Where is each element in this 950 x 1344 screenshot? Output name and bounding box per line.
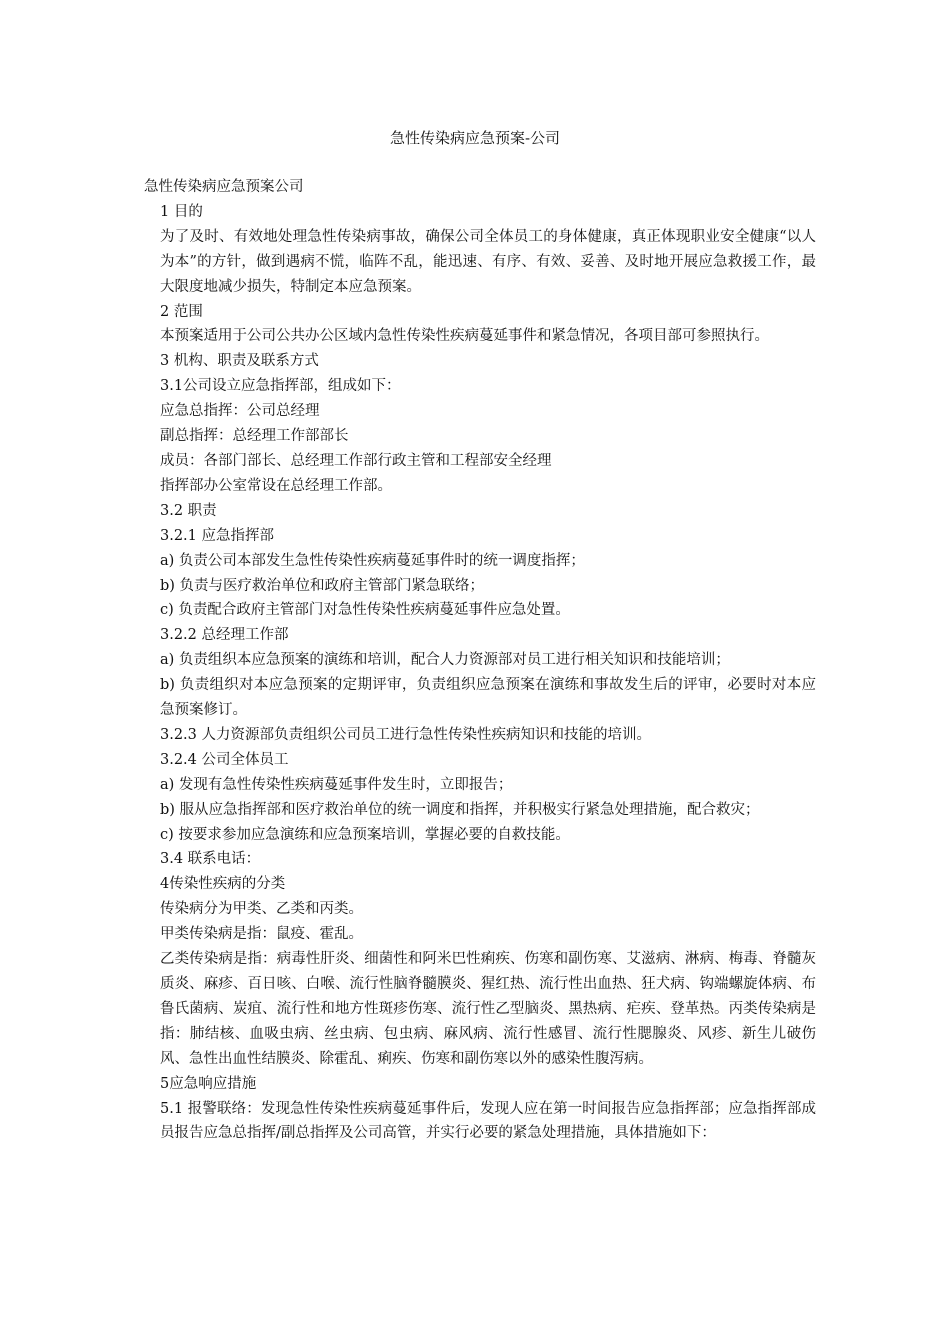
section-4-p2: 甲类传染病是指：鼠疫、霍乱。 [160, 926, 363, 943]
section-4-p1: 传染病分为甲类、乙类和丙类。 [160, 901, 363, 918]
chief-commander: 应急总指挥：公司总经理 [160, 403, 320, 420]
section-3-1: 3.1公司设立应急指挥部，组成如下： [160, 378, 401, 395]
document-heading: 急性传染病应急预案公司 [144, 179, 304, 195]
section-2-paragraph: 本预案适用于公司公共办公区域内急性传染性疾病蔓延事件和紧急情况，各项目部可参照执行。 [160, 328, 769, 345]
section-5-heading: 5应急响应措施 [160, 1075, 257, 1092]
deputy-commander: 副总指挥：总经理工作部部长 [160, 428, 349, 445]
section-3-2-1-b: b) 负责与医疗救治单位和政府主管部门紧急联络； [160, 577, 485, 594]
section-3-2-4: 3.2.4 公司全体员工 [160, 751, 289, 768]
section-3-2-2-a: a) 负责组织本应急预案的演练和培训，配合人力资源部对员工进行相关知识和技能培训； [160, 652, 730, 669]
section-4-p3: 乙类传染病是指：病毒性肝炎、细菌性和阿米巴性痢疾、伤寒和副伤寒、艾滋病、淋病、梅毒、脊髓灰质炎、麻疹、百日咳、白喉、流行性脑脊髓膜炎、猩红热、流行性出血热、狂犬病、钩端螺旋体病、布鲁氏菌病、炭疽、流行性和地方性斑疹伤寒、流行性乙型脑炎、黑热病、疟疾、登革热。丙类传染病是指：肺结核、血吸虫病、丝虫病、包虫病、麻风病、流行性感冒、流行性腮腺炎、风疹、新生儿破伤风、急性出血性结膜炎、除霍乱、痢疾、伤寒和副伤寒以外的感染性腹泻病。 [160, 951, 816, 1067]
office-location: 指挥部办公室常设在总经理工作部。 [160, 477, 392, 494]
section-1-paragraph: 为了及时、有效地处理急性传染病事故，确保公司全体员工的身体健康，真正体现职业安全健康“以人为本”的方针，做到遇病不慌，临阵不乱，能迅速、有序、有效、妥善、及时地开展应急救援工作，最大限度地减少损失，特制定本应急预案。 [160, 228, 816, 295]
section-3-2-2-b: b) 负责组织对本应急预案的定期评审，负责组织应急预案在演练和事故发生后的评审，必要时对本应急预案修订。 [160, 677, 816, 719]
section-3-2-3: 3.2.3 人力资源部负责组织公司员工进行急性传染性疾病知识和技能的培训。 [160, 726, 652, 743]
section-3-4: 3.4 联系电话： [160, 851, 261, 868]
section-3-2-4-a: a) 发现有急性传染性疾病蔓延事件发生时，立即报告； [160, 776, 513, 793]
section-3-2-4-c: c) 按要求参加应急演练和应急预案培训，掌握必要的自救技能。 [160, 826, 570, 843]
section-1-heading: 1 目的 [160, 203, 203, 220]
section-3-2-1-c: c) 负责配合政府主管部门对急性传染性疾病蔓延事件应急处置。 [160, 602, 570, 619]
section-3-2-1-a: a) 负责公司本部发生急性传染性疾病蔓延事件时的统一调度指挥； [160, 552, 585, 569]
section-3-2-1: 3.2.1 应急指挥部 [160, 527, 275, 544]
section-3-heading: 3 机构、职责及联系方式 [160, 353, 319, 370]
section-3-2-4-b: b) 服从应急指挥部和医疗救治单位的统一调度和指挥，并积极实行紧急处理措施，配合救灾； [160, 801, 760, 818]
section-4-heading: 4传染性疾病的分类 [160, 876, 286, 893]
section-3-2: 3.2 职责 [160, 502, 217, 519]
document-title: 急性传染病应急预案-公司 [389, 129, 561, 147]
section-2-heading: 2 范围 [160, 303, 203, 320]
members: 成员：各部门部长、总经理工作部行政主管和工程部安全经理 [160, 452, 552, 469]
section-3-2-2: 3.2.2 总经理工作部 [160, 627, 289, 644]
section-5-p1: 5.1 报警联络：发现急性传染性疾病蔓延事件后，发现人应在第一时间报告应急指挥部；应急指挥部成员报告应急总指挥/副总指挥及公司高管，并实行必要的紧急处理措施，具体措施如下： [160, 1100, 816, 1142]
document-body [144, 175, 816, 1146]
